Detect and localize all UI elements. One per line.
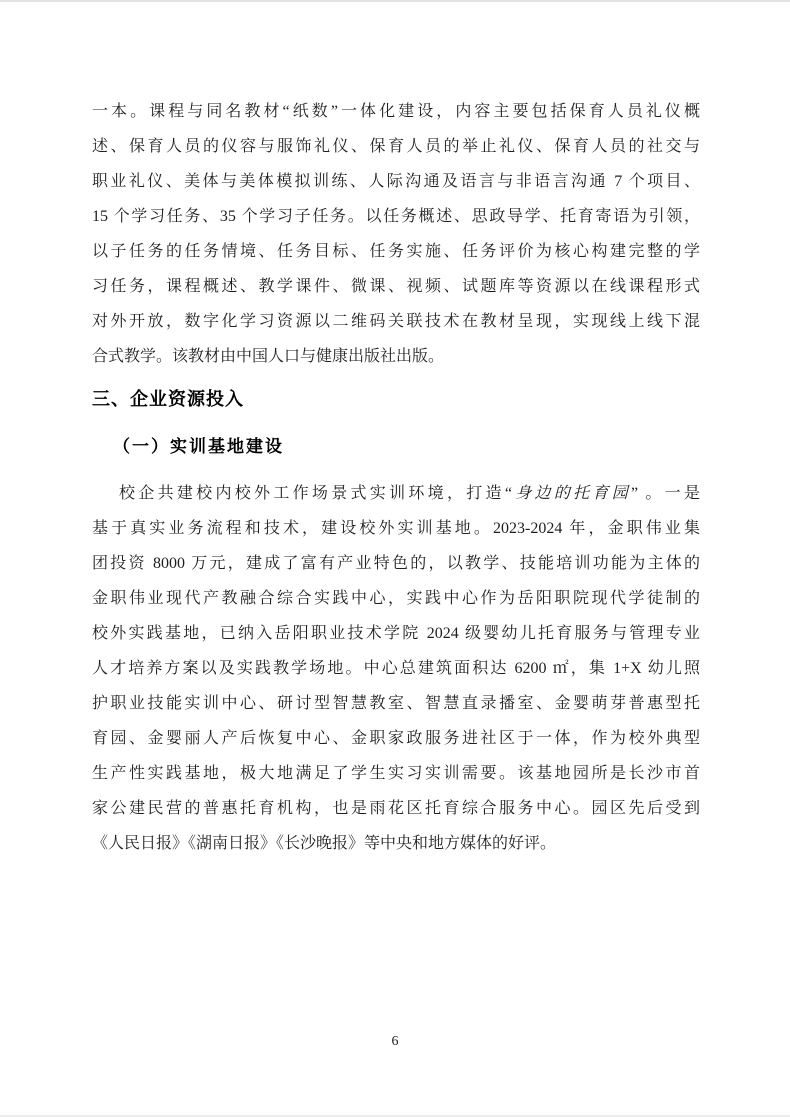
text-line: 以子任务的任务情境、任务目标、任务实施、任务评价为核心构建完整的学 bbox=[92, 243, 700, 260]
text-line: 人才培养方案以及实践教学场地。中心总建筑面积达 6200 ㎡，集 1+X 幼儿照 bbox=[92, 660, 700, 677]
quoted-phrase: 身边的托育园 bbox=[511, 485, 631, 502]
text-line: 护职业技能实训中心、研讨型智慧教室、智慧直录播室、金婴萌芽普惠型托 bbox=[92, 695, 700, 712]
subsection-heading: （一）实训基地建设 bbox=[113, 437, 284, 456]
text-line: 述、保育人员的仪容与服饰礼仪、保育人员的举止礼仪、保育人员的社交与 bbox=[92, 138, 700, 155]
text-segment: 校企共建校内校外工作场景式实训环境，打造“ bbox=[119, 485, 512, 502]
text-line: 《人民日报》《湖南日报》《长沙晚报》等中央和地方媒体的好评。 bbox=[92, 835, 557, 852]
text-line: 习任务，课程概述、教学课件、微课、视频、试题库等资源以在线课程形式 bbox=[92, 278, 700, 295]
text-line: 金职伟业现代产教融合综合实践中心，实践中心作为岳阳职院现代学徒制的 bbox=[92, 590, 700, 607]
page-top-edge bbox=[0, 0, 790, 2]
text-segment: ” 。一是 bbox=[631, 485, 700, 502]
text-line: 15 个学习任务、35 个学习子任务。以任务概述、思政导学、托育寄语为引领， bbox=[92, 208, 700, 225]
section-heading: 三、企业资源投入 bbox=[92, 389, 244, 409]
text-line bbox=[92, 476, 700, 511]
text-line: 合式教学。该教材由中国人口与健康出版社出版。 bbox=[92, 348, 445, 365]
text-line: 家公建民营的普惠托育机构，也是雨花区托育综合服务中心。园区先后受到 bbox=[92, 800, 700, 817]
text-line: 基于真实业务流程和技术，建设校外实训基地。2023-2024 年，金职伟业集 bbox=[92, 520, 700, 537]
text-line: 校外实践基地，已纳入岳阳职业技术学院 2024 级婴幼儿托育服务与管理专业 bbox=[92, 625, 700, 642]
text-line: 团投资 8000 万元，建成了富有产业特色的，以教学、技能培训功能为主体的 bbox=[92, 555, 700, 572]
paragraph-1 bbox=[92, 94, 700, 374]
text-line: 一本。课程与同名教材“纸数”一体化建设，内容主要包括保育人员礼仪概 bbox=[92, 103, 700, 120]
text-line: 对外开放，数字化学习资源以二维码关联技术在教材呈现，实现线上线下混 bbox=[92, 313, 700, 330]
page-number: 6 bbox=[391, 1034, 399, 1049]
text-line: 育园、金婴丽人产后恢复中心、金职家政服务进社区于一体，作为校外典型 bbox=[92, 730, 700, 747]
paragraph-2 bbox=[92, 476, 700, 861]
text-line: 生产性实践基地，极大地满足了学生实习实训需要。该基地园所是长沙市首 bbox=[92, 765, 700, 782]
text-line: 职业礼仪、美体与美体模拟训练、人际沟通及语言与非语言沟通 7 个项目、 bbox=[92, 173, 700, 190]
